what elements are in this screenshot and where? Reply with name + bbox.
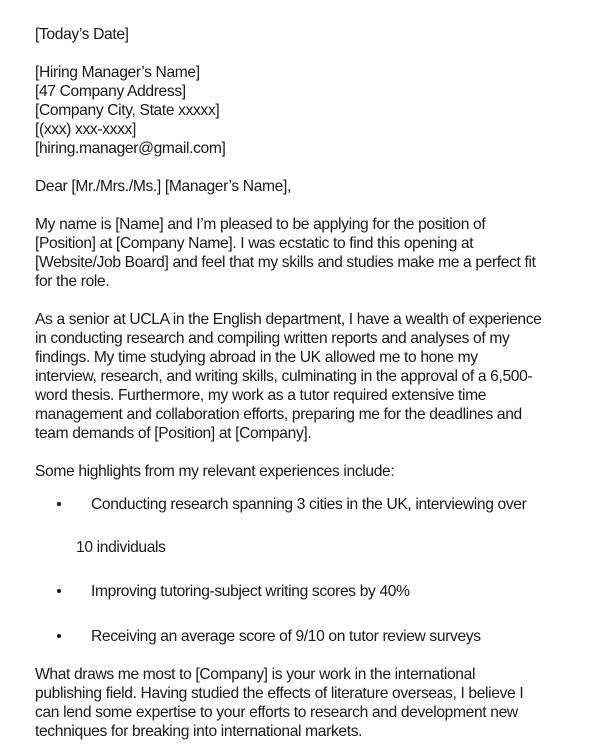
- paragraph-line: As a senior at UCLA in the English department, I have a wealth of experience: [35, 311, 542, 328]
- recipient-city-state: [Company City, State xxxxx]: [35, 102, 220, 119]
- cover-letter: [35, 25, 595, 741]
- paragraph-line: can lend some expertise to your efforts to research and development new: [35, 704, 518, 721]
- paragraph-line: team demands of [Position] at [Company].: [35, 425, 312, 442]
- salutation: [35, 177, 595, 196]
- list-item-text: Improving tutoring-subject writing scores by 40%: [91, 583, 410, 600]
- paragraph-line: interview, research, and writing skills, culminating in the approval of a 6,500-: [35, 368, 533, 385]
- closing-paragraph: [35, 665, 595, 741]
- paragraph-line: for the role.: [35, 273, 110, 290]
- salutation-text: Dear [Mr./Mrs./Ms.] [Manager’s Name],: [35, 178, 291, 195]
- paragraph-line: [Position] at [Company Name]. I was ecstatic to find this opening at: [35, 235, 474, 252]
- paragraph-line: in conducting research and compiling written reports and analyses of my: [35, 330, 510, 347]
- list-item-text: Receiving an average score of 9/10 on tutor review surveys: [91, 628, 481, 645]
- list-item: [35, 582, 595, 601]
- paragraph-line: word thesis. Furthermore, my work as a tutor required extensive time: [35, 387, 487, 404]
- bullet-icon: [57, 502, 61, 506]
- recipient-name: [Hiring Manager’s Name]: [35, 64, 200, 81]
- paragraph-line: management and collaboration efforts, preparing me for the deadlines and: [35, 406, 522, 423]
- experience-paragraph: [35, 310, 595, 443]
- recipient-email: [hiring.manager@gmail.com]: [35, 140, 226, 157]
- paragraph-line: My name is [Name] and I’m pleased to be applying for the position of: [35, 216, 486, 233]
- date-text: [Today’s Date]: [35, 26, 129, 43]
- recipient-phone: [(xxx) xxx-xxxx]: [35, 121, 136, 138]
- recipient-street-address: [47 Company Address]: [35, 83, 186, 100]
- bullet-icon: [57, 634, 61, 638]
- letter-date: [35, 25, 595, 44]
- highlights-intro: [35, 462, 595, 481]
- list-item-continuation-text: 10 individuals: [76, 539, 166, 556]
- paragraph-line: What draws me most to [Company] is your work in the international: [35, 666, 476, 683]
- paragraph-line: techniques for breaking into international markets.: [35, 723, 363, 740]
- list-item: [35, 495, 595, 514]
- paragraph-line: [Website/Job Board] and feel that my skills and studies make me a perfect fit: [35, 254, 536, 271]
- list-item-text: Conducting research spanning 3 cities in the UK, interviewing over: [91, 496, 527, 513]
- paragraph-line: findings. My time studying abroad in the UK allowed me to hone my: [35, 349, 478, 366]
- list-item: [35, 627, 595, 646]
- highlights-intro-text: Some highlights from my relevant experiences include:: [35, 463, 395, 480]
- intro-paragraph: [35, 215, 595, 291]
- highlights-list: [35, 495, 595, 646]
- recipient-address-block: [35, 63, 595, 158]
- bullet-icon: [57, 589, 61, 593]
- paragraph-line: publishing field. Having studied the effects of literature overseas, I believe I: [35, 685, 524, 702]
- list-item-continuation: [35, 538, 595, 557]
